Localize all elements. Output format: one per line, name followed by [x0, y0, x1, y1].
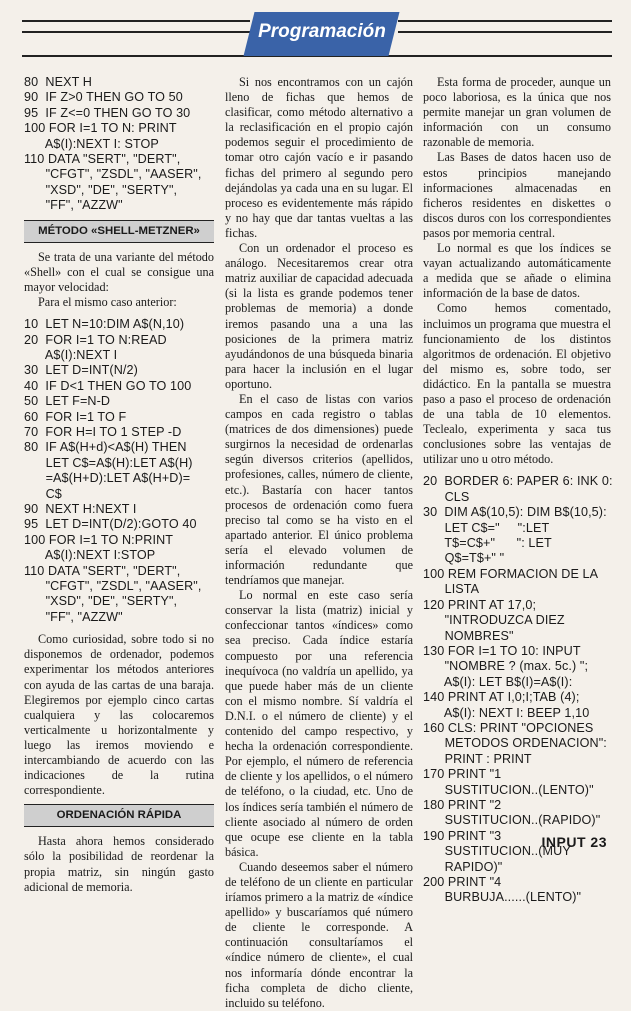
paragraph: Lo normal en este caso sería conservar la lista (matriz) inicial y confeccionar tantos «índices» como sea preciso. Cada índice estaría compuesto por una referencia inequívoca (no valdría un apellido, ya que puede haber más de un cliente con el mismo nombre. Sí valdría el D.N.I. o el número de cliente) y el contenido del campo respectivo, y hecha la ordenación correspondiente. Por ejemplo, el número de referencia de cliente y los apellidos, o el número de teléfono, o la ciudad, etc. Uno de los índices sería también el número de cliente asociado al número de orden que ocupe ese cliente en la tabla básica.: [225, 588, 413, 859]
code-line: 160 CLS: PRINT "OPCIONES: [423, 720, 594, 735]
code-line: 30 DIM A$(10,5): DIM B$(10,5):: [423, 505, 607, 520]
code-line: PRINT : PRINT: [423, 751, 532, 766]
code-line: Q$=T$+" ": [423, 551, 505, 566]
code-line: NOMBRES": [423, 628, 514, 643]
code-line: 20 FOR I=1 TO N:READ: [24, 332, 167, 347]
section-banner: [244, 12, 400, 56]
code-listing-1: [24, 75, 214, 214]
code-line: 70 FOR H=I TO 1 STEP -D: [24, 424, 182, 439]
header-rule-middle: [22, 31, 250, 33]
paragraph: Con un ordenador el proceso es análogo. Necesitaremos crear otra matriz auxiliar de capacidad adecuada (si la lista es grande podemos tener problemas de memoria) a donde iremos pasando una a una las posiciones de la primera matriz ayudándonos de una búsqueda binaria para hacer la inclusión en el lugar oportuno.: [225, 241, 413, 391]
header-rule-top: [22, 20, 250, 22]
paragraph: En el caso de listas con varios campos en cada registro o tablas (matrices de dos dimensiones) puede surgirnos la necesidad de ordenarlas según diversos criterios (apellidos, profesiones, calles, número de cliente, etc.). Bastaría con hacer tantos procesos de ordenación como fuera preciso tal como se ha visto en el apartado anterior. El único problema sería el elevado volumen de información redundante que tendríamos que manejar.: [225, 391, 413, 588]
paragraph: Cuando deseemos saber el número de teléfono de un cliente en particular iríamos primero a la matriz de «índice apellido» y buscaríamos qué número de cliente le corresponde. A continuación consultaríamos el «índice número de cliente», el cual nos informaría dónde encontrar la ficha completa de dicho cliente, incluido su teléfono.: [225, 859, 413, 1010]
code-line: "XSD", "DE", "SERTY",: [24, 182, 178, 197]
code-line: 80 NEXT H: [24, 75, 92, 89]
code-line: BURBUJA......(LENTO)": [423, 890, 582, 905]
paragraph: Como hemos comentado, incluimos un programa que muestra el funcionamiento de los distintos algoritmos de ordenación. El objetivo del mismo es, sobre todo, ser didáctico. En la pantalla se muestra paso a paso el proceso de ordenación de una tabla de 10 elementos. Teclealo, experimenta y saca tus conclusiones sobre las ventajas de utilizar uno u otro método.: [423, 301, 611, 467]
column-1: [24, 75, 214, 895]
code-line: "CFGT", "ZSDL", "AASER",: [24, 579, 202, 594]
code-line: A$(I):NEXT I:STOP: [24, 548, 156, 563]
code-line: "CFGT", "ZSDL", "AASER",: [24, 167, 202, 182]
code-line: "INTRODUZCA DIEZ: [423, 613, 565, 628]
code-line: 190 PRINT "3: [423, 828, 502, 843]
code-line: SUSTITUCION..(MUY: [423, 844, 571, 859]
code-line: 100 FOR I=1 TO N: PRINT: [24, 121, 177, 136]
code-line: A$(I):NEXT I: STOP: [24, 136, 159, 151]
code-line: RAPIDO)": [423, 859, 503, 874]
column-2: [225, 75, 413, 1011]
code-line: 20 BORDER 6: PAPER 6: INK 0:: [423, 474, 613, 489]
paragraph: Como curiosidad, sobre todo si no disponemos de ordenador, podemos experimentar los métodos anteriores con ayuda de las cartas de una baraja. Elegiremos por ejemplo cinco cartas cualquiera y las colocaremos verticalmente u horizontalmente y luego las iremos moviendo e intercambiando de acuerdo con las indicaciones de la rutina correspondiente.: [24, 632, 214, 798]
code-line: A$(I): LET B$(I)=A$(I):: [423, 674, 573, 689]
code-line: C$: [24, 486, 62, 501]
code-line: 110 DATA "SERT", "DERT",: [24, 152, 181, 167]
code-line: "NOMBRE ? (max. 5c.) ";: [423, 659, 589, 674]
code-line: 100 REM FORMACION DE LA: [423, 566, 599, 581]
code-line: LET C$=A$(H):LET A$(H): [24, 455, 193, 470]
code-line: 40 IF D<1 THEN GO TO 100: [24, 378, 192, 393]
code-line: 95 IF Z<=0 THEN GO TO 30: [24, 105, 191, 120]
code-line: "FF", "AZZW": [24, 198, 123, 213]
code-listing-2: [24, 317, 214, 625]
code-line: 110 DATA "SERT", "DERT",: [24, 563, 181, 578]
header-rule-top-right: [398, 20, 612, 22]
code-line: 180 PRINT "2: [423, 797, 502, 812]
code-line: 200 PRINT "4: [423, 875, 502, 889]
header-rule-middle-right: [398, 31, 612, 33]
code-line: 140 PRINT AT I,0;I;TAB (4);: [423, 690, 580, 705]
code-line: SUSTITUCION..(RAPIDO)": [423, 813, 601, 828]
paragraph: Las Bases de datos hacen uso de estos principios manejando informaciones almacenadas en ficheros residentes en diskettes o discos duros con los correspondientes pasos por memoria central.: [423, 150, 611, 240]
code-line: 130 FOR I=1 TO 10: INPUT: [423, 643, 581, 658]
code-line: 60 FOR I=1 TO F: [24, 409, 127, 424]
code-line: =A$(H+D):LET A$(H+D)=: [24, 471, 191, 486]
paragraph: Hasta ahora hemos considerado sólo la posibilidad de reordenar la propia matriz, sin ningún gasto adicional de memoria.: [24, 834, 214, 894]
page-number: 23: [590, 834, 607, 850]
column-3: [423, 75, 611, 906]
paragraph: Lo normal es que los índices se vayan actualizando automáticamente a medida que se añade o elimina información de la base de datos.: [423, 241, 611, 301]
code-line: A$(I): NEXT I: BEEP 1,10: [423, 705, 590, 720]
section-heading-shell-metzner: MÉTODO «SHELL-METZNER»: [24, 220, 214, 243]
code-line: SUSTITUCION..(LENTO)": [423, 782, 594, 797]
code-line: LET C$=" ":LET: [423, 520, 550, 535]
paragraph: Esta forma de proceder, aunque un poco laboriosa, es la única que nos permite manejar un gran volumen de información con un consumo razonable de memoria.: [423, 75, 611, 150]
code-line: LISTA: [423, 582, 480, 597]
paragraph: Para el mismo caso anterior:: [38, 295, 177, 310]
code-line: 170 PRINT "1: [423, 767, 502, 782]
code-line: 90 IF Z>0 THEN GO TO 50: [24, 90, 183, 105]
code-line: 120 PRINT AT 17,0;: [423, 597, 537, 612]
code-line: T$=C$+" ": LET: [423, 536, 552, 551]
code-line: CLS: [423, 489, 470, 504]
code-line: "FF", "AZZW": [24, 609, 123, 624]
section-heading-ordenacion-rapida: ORDENACIÓN RÁPIDA: [24, 804, 214, 827]
paragraph: Se trata de una variante del método «Shell» con el cual se consigue una mayor velocidad:: [24, 249, 214, 294]
code-line: 10 LET N=10:DIM A$(N,10): [24, 317, 185, 332]
paragraph: Si nos encontramos con un cajón lleno de fichas que hemos de clasificar, como método alternativo a la reclasificación en el propio cajón podemos seguir el procedimiento de tomar otro cajón vacío e ir pasando fichas del primero al segundo pero dejándolas ya cada una en su lugar. El proceso es evidentemente más rápido y no hay que dar tantas vueltas a las fichas.: [225, 75, 413, 240]
code-line: 30 LET D=INT(N/2): [24, 363, 138, 378]
code-line: 95 LET D=INT(D/2):GOTO 40: [24, 517, 197, 532]
code-line: A$(I):NEXT I: [24, 347, 118, 362]
code-line: 90 NEXT H:NEXT I: [24, 502, 137, 516]
code-line: 100 FOR I=1 TO N:PRINT: [24, 532, 174, 547]
section-banner-label: Programación: [258, 21, 386, 42]
magazine-name: INPUT: [541, 834, 587, 850]
page-footer: [542, 834, 607, 850]
code-line: 50 LET F=N-D: [24, 394, 111, 409]
code-line: "XSD", "DE", "SERTY",: [24, 594, 178, 609]
code-line: METODOS ORDENACION":: [423, 736, 607, 751]
code-line: 80 IF A$(H+d)<A$(H) THEN: [24, 440, 187, 455]
